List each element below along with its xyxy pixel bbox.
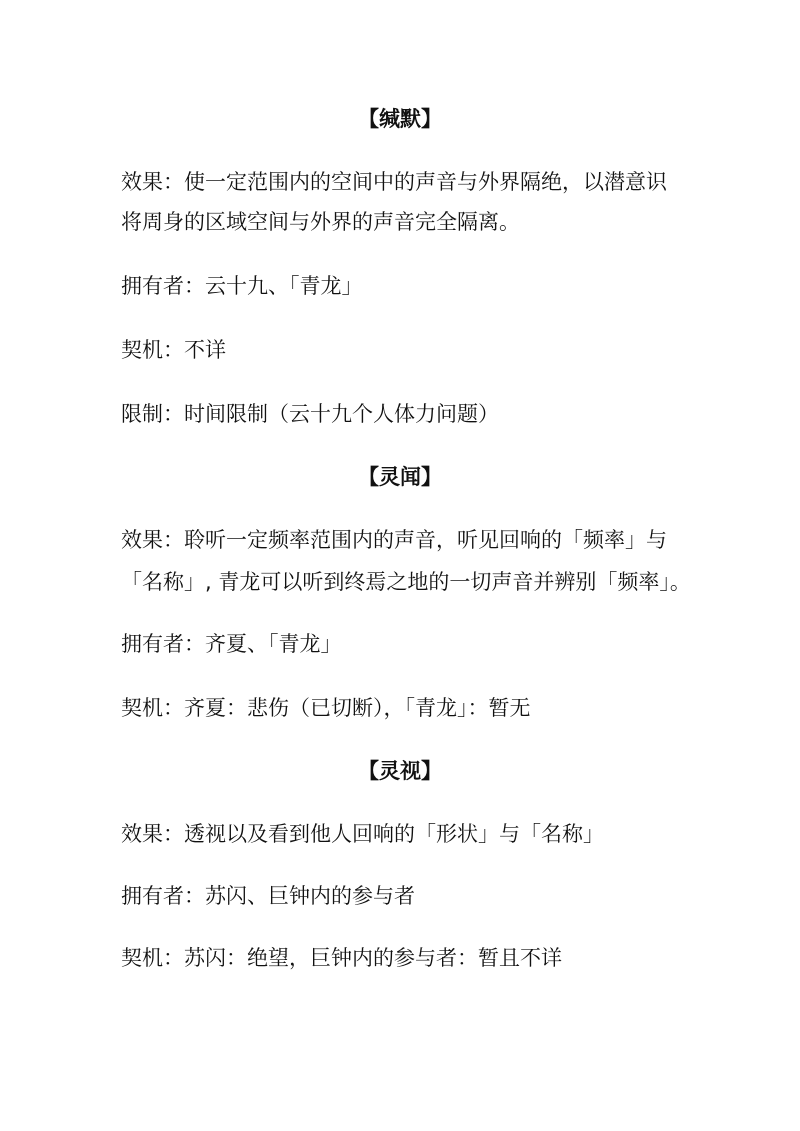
owner-text: 拥有者：云十九、「青龙」 — [121, 274, 363, 298]
effect-text-line-2: 「名称」, 青龙可以听到终焉之地的一切声音并辨别「频率」。 — [121, 570, 691, 594]
effect-text-line-1: 效果：透视以及看到他人回响的「形状」与「名称」 — [121, 822, 604, 846]
trigger-text: 契机：苏闪：绝望，巨钟内的参与者：暂且不详 — [121, 946, 562, 970]
section-heading-spirit-sight: 【灵视】 — [358, 759, 442, 783]
section-heading-silence: 【缄默】 — [358, 107, 442, 131]
effect-text-line-1: 效果：使一定范围内的空间中的声音与外界隔绝，以潜意识 — [121, 170, 667, 194]
trigger-text: 契机：不详 — [121, 338, 226, 362]
effect-text-line-2: 将周身的区域空间与外界的声音完全隔离。 — [121, 210, 520, 234]
effect-text-line-1: 效果：聆听一定频率范围内的声音，听见回响的「频率」与 — [121, 528, 667, 552]
trigger-text: 契机：齐夏：悲伤（已切断），「青龙」：暂无 — [121, 696, 531, 720]
owner-text: 拥有者：苏闪、巨钟内的参与者 — [121, 884, 415, 908]
owner-text: 拥有者：齐夏、「青龙」 — [121, 632, 342, 656]
section-heading-spirit-hearing: 【灵闻】 — [358, 465, 442, 489]
limit-text: 限制：时间限制（云十九个人体力问题） — [121, 402, 499, 426]
